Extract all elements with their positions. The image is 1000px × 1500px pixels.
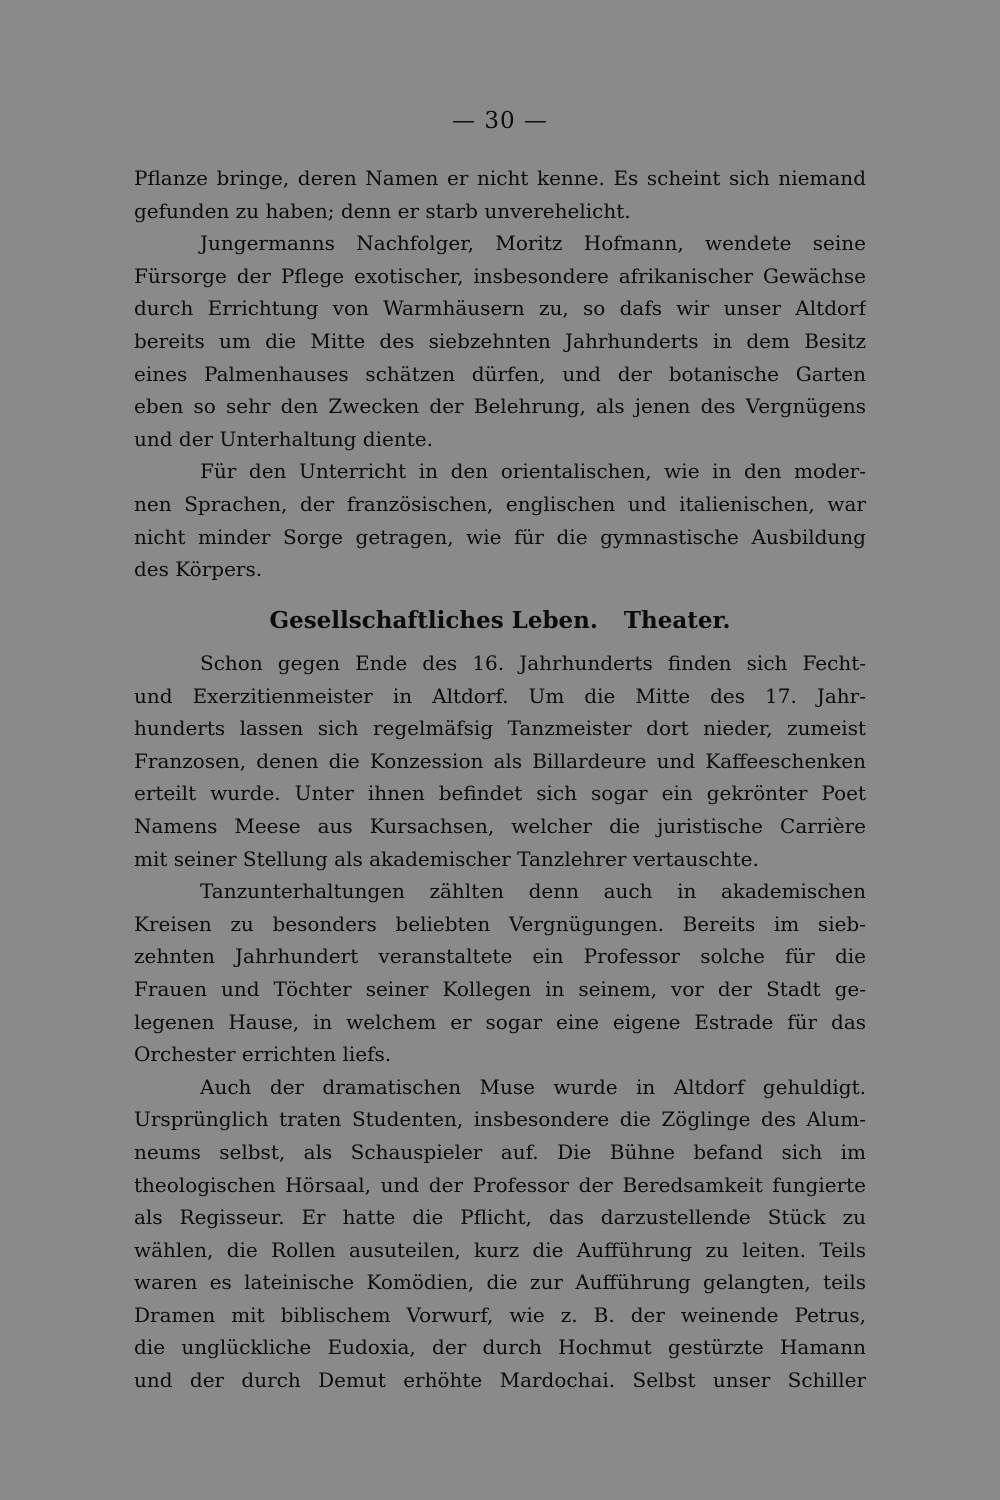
text-line: legenen Hause, in welchem er sogar eine eigene Estrade für das [134, 1009, 866, 1034]
text-line: des Körpers. [134, 557, 263, 582]
text-line: Pflanze bringe, deren Namen er nicht kenne. Es scheint sich niemand [134, 166, 866, 190]
paragraph-start-line: Tanzunterhaltungen zählten denn auch in akademischen [200, 879, 866, 904]
text-line: Dramen mit biblischem Vorwurf, wie z. B. der weinende Petrus, [134, 1302, 866, 1327]
paragraph-start-line: Schon gegen Ende des 16. Jahrhunderts finden sich Fecht- [200, 651, 866, 675]
text-line: Ursprünglich traten Studenten, insbesondere die Zöglinge des Alum- [134, 1107, 866, 1132]
text-line: bereits um die Mitte des siebzehnten Jahrhunderts in dem Besitz [134, 328, 866, 353]
text-line: nen Sprachen, der französischen, englischen und italienischen, war [134, 491, 866, 516]
paragraph-start-line: Für den Unterricht in den orientalischen, wie in den moder- [200, 459, 866, 484]
text-line: Franzosen, denen die Konzession als Billardeure und Kaffeeschenken [134, 748, 866, 773]
text-line: Kreisen zu besonders beliebten Vergnügungen. Bereits im sieb- [134, 911, 866, 936]
text-line: Fürsorge der Pflege exotischer, insbesondere afrikanischer Gewächse [134, 263, 866, 288]
section-heading-subtitle: Theater. [623, 607, 731, 634]
text-line: wählen, die Rollen ausuteilen, kurz die Aufführung zu leiten. Teils [134, 1237, 866, 1262]
text-line: die unglückliche Eudoxia, der durch Hochmut gestürzte Hamann [134, 1335, 866, 1360]
text-line: nicht minder Sorge getragen, wie für die gymnastische Ausbildung [134, 524, 866, 549]
paragraph-start-line: Jungermanns Nachfolger, Moritz Hofmann, wendete seine [200, 231, 866, 256]
text-line: zehnten Jahrhundert veranstaltete ein Professor solche für die [134, 944, 866, 969]
text-line: und der Unterhaltung diente. [134, 426, 433, 451]
text-line: erteilt wurde. Unter ihnen befindet sich sogar ein gekrönter Poet [134, 781, 866, 806]
text-line: gefunden zu haben; denn er starb unverehelicht. [134, 198, 631, 223]
page-number: — 30 — [452, 108, 548, 134]
text-line: Orchester errichten liefs. [134, 1042, 392, 1067]
text-line: und der durch Demut erhöhte Mardochai. Selbst unser Schiller [134, 1368, 866, 1393]
body-text-bottom [134, 647, 866, 1397]
body-text-top [134, 162, 866, 586]
text-line: hunderts lassen sich regelmäfsig Tanzmeister dort nieder, zumeist [134, 716, 866, 741]
paragraph-start-line: Auch der dramatischen Muse wurde in Altdorf gehuldigt. [200, 1074, 866, 1099]
text-line: als Regisseur. Er hatte die Pflicht, das darzustellende Stück zu [134, 1205, 866, 1230]
text-line: mit seiner Stellung als akademischer Tanzlehrer vertauschte. [134, 846, 759, 871]
text-line: eben so sehr den Zwecken der Belehrung, als jenen des Vergnügens [134, 394, 866, 419]
text-line: eines Palmenhauses schätzen dürfen, und der botanische Garten [134, 361, 866, 386]
section-heading-title: Gesellschaftliches Leben. [269, 607, 598, 634]
text-line: durch Errichtung von Warmhäusern zu, so dafs wir unser Altdorf [134, 296, 866, 321]
text-line: theologischen Hörsaal, und der Professor der Beredsamkeit fungierte [134, 1172, 866, 1197]
text-line: und Exerzitienmeister in Altdorf. Um die Mitte des 17. Jahr- [134, 683, 866, 708]
text-line: waren es lateinische Komödien, die zur Aufführung gelangten, teils [134, 1270, 866, 1295]
text-line: Namens Meese aus Kursachsen, welcher die juristische Carrière [134, 813, 866, 838]
text-line: neums selbst, als Schauspieler auf. Die Bühne befand sich im [134, 1139, 866, 1164]
section-heading [0, 604, 1000, 638]
text-line: Frauen und Töchter seiner Kollegen in seinem, vor der Stadt ge- [134, 976, 866, 1001]
